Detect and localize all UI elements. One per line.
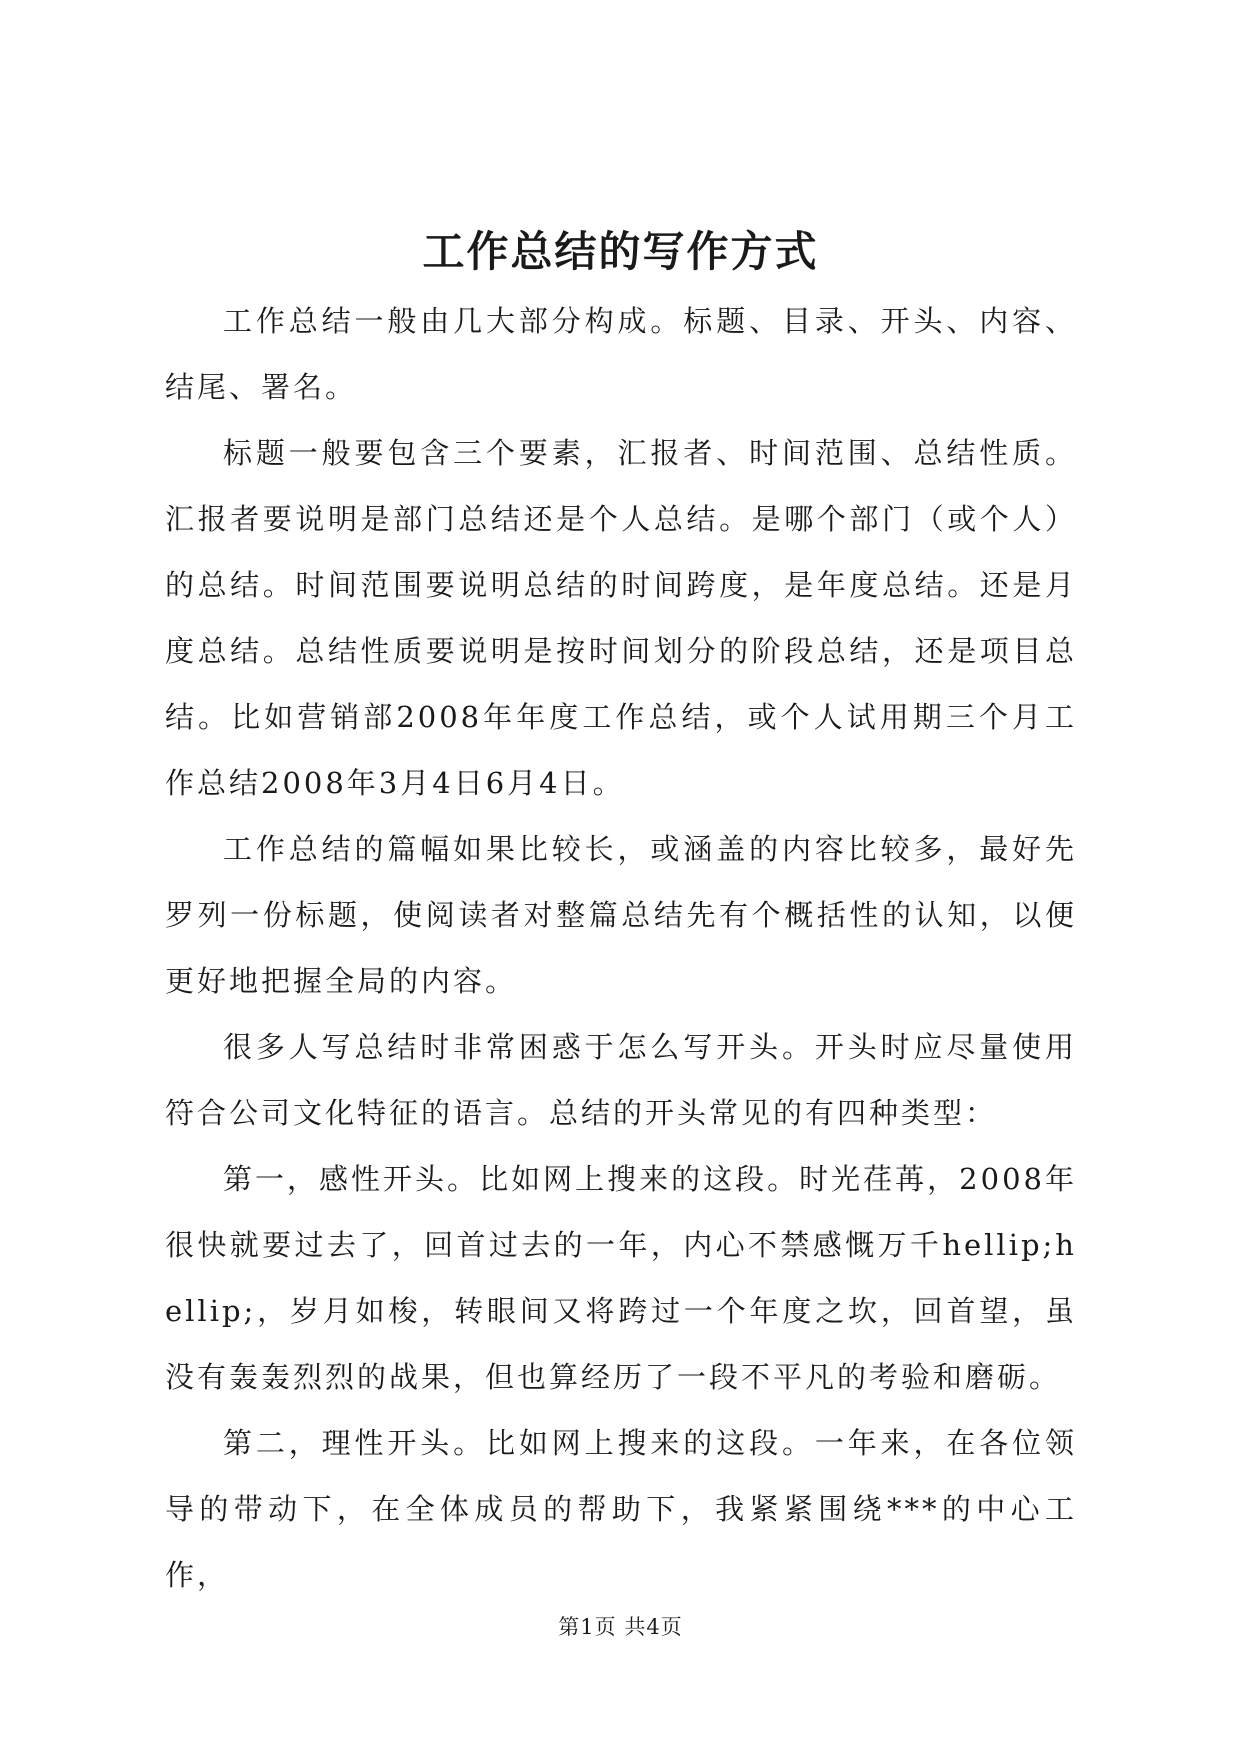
paragraph: 标题一般要包含三个要素，汇报者、时间范围、总结性质。汇报者要说明是部门总结还是个人总结。是哪个部门（或个人）的总结。时间范围要说明总结的时间跨度，是年度总结。还是月度总结。总结性质要说明是按时间划分的阶段总结，还是项目总结。比如营销部2008年年度工作总结，或个人试用期三个月工作总结2008年3月4日6月4日。 (165, 436, 1077, 800)
page-footer: 第1页 共4页 (558, 1615, 683, 1639)
document-title: 工作总结的写作方式 (422, 227, 819, 276)
paragraph: 很多人写总结时非常困惑于怎么写开头。开头时应尽量使用符合公司文化特征的语言。总结的开头常见的有四种类型： (165, 1030, 1077, 1130)
paragraph: 第二，理性开头。比如网上搜来的这段。一年来，在各位领导的带动下，在全体成员的帮助下，我紧紧围绕***的中心工作， (165, 1426, 1077, 1592)
paragraph: 工作总结一般由几大部分构成。标题、目录、开头、内容、结尾、署名。 (165, 304, 1077, 404)
paragraph: 第一，感性开头。比如网上搜来的这段。时光荏苒，2008年很快就要过去了，回首过去的一年，内心不禁感慨万千hellip;hellip;，岁月如梭，转眼间又将跨过一个年度之坎，回首望，虽没有轰轰烈烈的战果，但也算经历了一段不平凡的考验和磨砺。 (165, 1162, 1077, 1394)
paragraph: 工作总结的篇幅如果比较长，或涵盖的内容比较多，最好先罗列一份标题，使阅读者对整篇总结先有个概括性的认知，以便更好地把握全局的内容。 (165, 832, 1077, 998)
document-body (165, 288, 1077, 1608)
